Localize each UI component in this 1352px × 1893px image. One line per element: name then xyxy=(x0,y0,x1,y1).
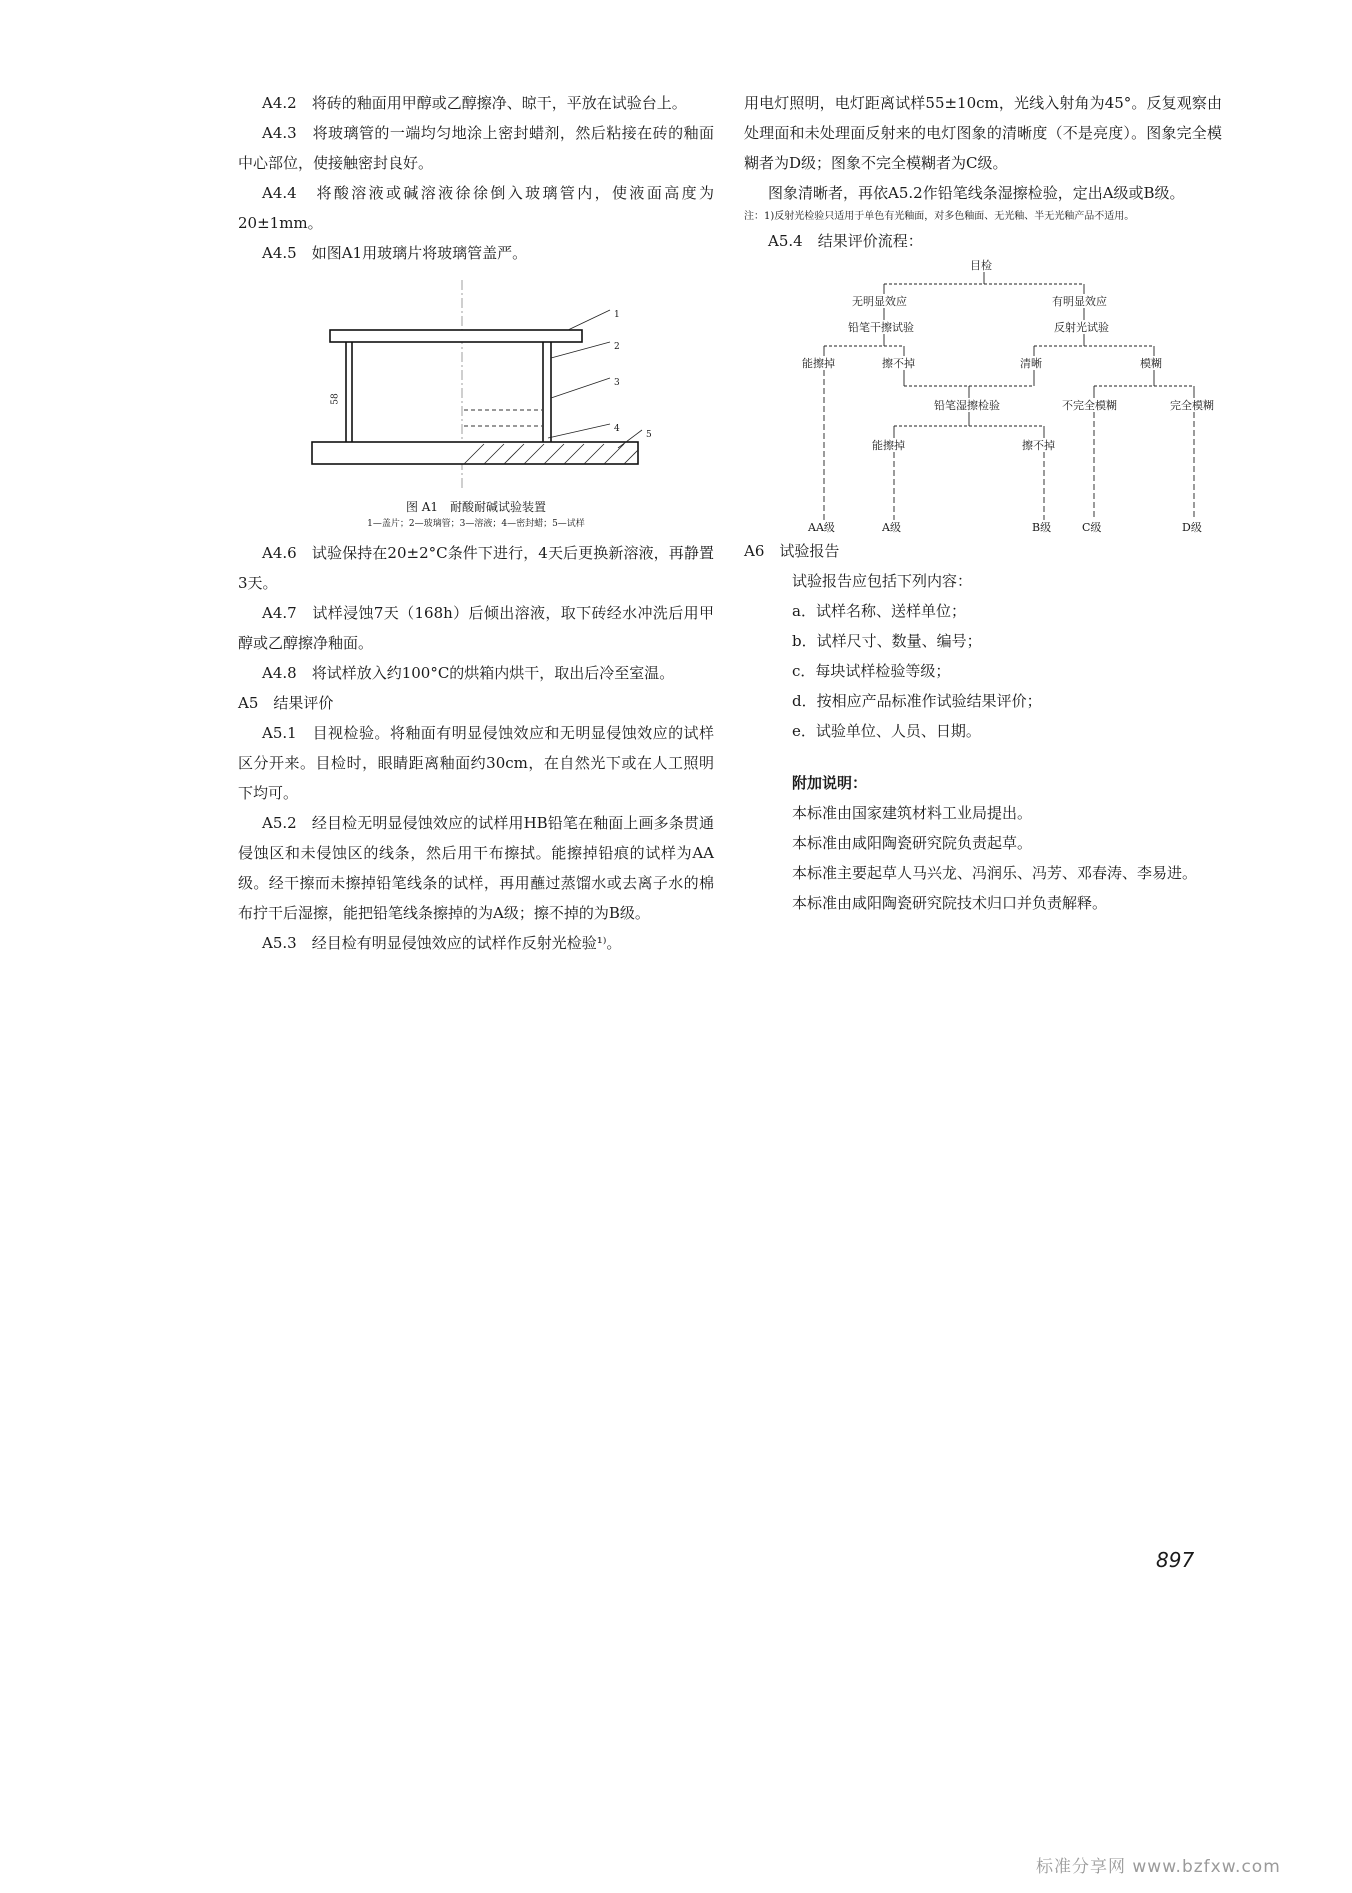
flow-grade-a: A级 xyxy=(882,521,901,534)
clause-a5-1: A5.1 目视检验。将釉面有明显侵蚀效应和无明显侵蚀效应的试样区分开来。目检时，眼睛距离釉面约30cm，在自然光下或在人工照明下均可。 xyxy=(238,724,714,802)
flow-can-erase: 能擦掉 xyxy=(802,357,835,370)
additional-note-1: 本标准由国家建筑材料工业局提出。 xyxy=(792,804,1033,822)
clause-a4-8: A4.8 将试样放入约100°C的烘箱内烘干，取出后冷至室温。 xyxy=(262,664,675,682)
part-label-1: 1 xyxy=(614,310,620,320)
additional-note-3: 本标准主要起草人马兴龙、冯润乐、冯芳、邓春涛、李易进。 xyxy=(792,864,1198,882)
flow-pencil-wet: 铅笔湿擦检验 xyxy=(934,399,1000,412)
part-label-5: 5 xyxy=(646,430,652,440)
flow-visual-check: 目检 xyxy=(970,259,992,272)
flowchart-connectors xyxy=(744,258,1222,536)
clear-image-rule: 图象清晰者，再依A5.2作铅笔线条湿擦检验，定出A级或B级。 xyxy=(768,184,1185,202)
clause-a4-2: A4.2 将砖的釉面用甲醇或乙醇擦净、晾干，平放在试验台上。 xyxy=(262,94,687,112)
clause-a4-3: A4.3 将玻璃管的一端均匀地涂上密封蜡剂，然后粘接在砖的釉面中心部位，使接触密封良好。 xyxy=(238,124,714,172)
additional-note-2: 本标准由咸阳陶瓷研究院负责起草。 xyxy=(792,834,1033,852)
result-flowchart xyxy=(744,258,1222,536)
section-a6-heading: A6 试验报告 xyxy=(744,542,840,560)
report-item-d: d．按相应产品标准作试验结果评价； xyxy=(792,692,1042,710)
part-label-2: 2 xyxy=(614,342,620,352)
report-item-c: c．每块试样检验等级； xyxy=(792,662,951,680)
report-item-a: a．试样名称、送样单位； xyxy=(792,602,966,620)
left-column xyxy=(238,88,714,958)
clause-a5-2: A5.2 经目检无明显侵蚀效应的试样用HB铅笔在釉面上画多条贯通侵蚀区和未侵蚀区的线条，然后用干布擦拭。能擦掉铅痕的试样为AA级。经干擦而未擦掉铅笔线条的试样，再用蘸过蒸馏水或去离子水的棉布拧干后湿擦，能把铅笔线条擦掉的为A级；擦不掉的为B级。 xyxy=(238,814,714,922)
clause-a4-5: A4.5 如图A1用玻璃片将玻璃管盖严。 xyxy=(262,244,528,262)
flow-grade-b: B级 xyxy=(1032,521,1052,534)
flow-blurry: 模糊 xyxy=(1140,357,1162,370)
flow-clear: 清晰 xyxy=(1020,357,1042,370)
additional-note-4: 本标准由咸阳陶瓷研究院技术归口并负责解释。 xyxy=(792,894,1108,912)
test-apparatus-drawing xyxy=(238,278,714,498)
clause-a5-3-continued: 用电灯照明，电灯距离试样55±10cm，光线入射角为45°。反复观察由处理面和未处理面反射来的电灯图象的清晰度（不是亮度）。图象完全模糊者为D级；图象不完全模糊者为C级。 xyxy=(744,94,1222,172)
flow-can-erase-wet: 能擦掉 xyxy=(872,439,905,452)
clause-a5-3: A5.3 经目检有明显侵蚀效应的试样作反射光检验¹⁾。 xyxy=(262,934,622,952)
flow-partial-blur: 不完全模糊 xyxy=(1062,399,1117,412)
clause-a5-4: A5.4 结果评价流程： xyxy=(768,232,923,250)
clause-a4-7: A4.7 试样浸蚀7天（168h）后倾出溶液，取下砖经水冲洗后用甲醇或乙醇擦净釉面。 xyxy=(238,604,714,652)
footnote: 注：1)反射光检验只适用于单色有光釉面，对多色釉面、无光釉、半无光釉产品不适用。 xyxy=(744,211,1135,222)
flow-grade-aa: AA级 xyxy=(808,521,835,534)
flow-pencil-dry: 铅笔干擦试验 xyxy=(848,321,914,334)
figure-legend: 1—盖片；2—玻璃管；3—溶液；4—密封蜡；5—试样 xyxy=(367,519,585,529)
flow-reflect: 反射光试验 xyxy=(1054,321,1109,334)
flow-grade-d: D级 xyxy=(1182,521,1202,534)
dimension-label: 58 xyxy=(330,393,341,405)
flow-no-effect: 无明显效应 xyxy=(852,295,907,308)
site-watermark: 标准分享网 www.bzfxw.com xyxy=(1036,1857,1281,1877)
flow-cannot-erase: 擦不掉 xyxy=(882,357,915,370)
figure-caption: 图 A1 耐酸耐碱试验装置 xyxy=(405,500,547,514)
figure-a1 xyxy=(238,278,714,498)
report-item-e: e．试验单位、人员、日期。 xyxy=(792,722,981,740)
right-column xyxy=(744,88,1222,918)
report-item-b: b．试样尺寸、数量、编号； xyxy=(792,632,982,650)
report-intro: 试验报告应包括下列内容： xyxy=(792,572,973,590)
page-number: 897 xyxy=(1156,1548,1195,1572)
additional-notes-title: 附加说明： xyxy=(792,774,868,792)
flow-cannot-erase-wet: 擦不掉 xyxy=(1022,439,1055,452)
section-a5-heading: A5 结果评价 xyxy=(238,694,334,712)
flow-grade-c: C级 xyxy=(1082,521,1102,534)
clause-a4-4: A4.4 将酸溶液或碱溶液徐徐倒入玻璃管内，使液面高度为20±1mm。 xyxy=(238,184,714,232)
flow-full-blur: 完全模糊 xyxy=(1170,399,1214,412)
flow-has-effect: 有明显效应 xyxy=(1052,295,1107,308)
part-label-4: 4 xyxy=(614,424,620,434)
part-label-3: 3 xyxy=(614,378,620,388)
clause-a4-6: A4.6 试验保持在20±2°C条件下进行，4天后更换新溶液，再静置3天。 xyxy=(238,544,714,592)
